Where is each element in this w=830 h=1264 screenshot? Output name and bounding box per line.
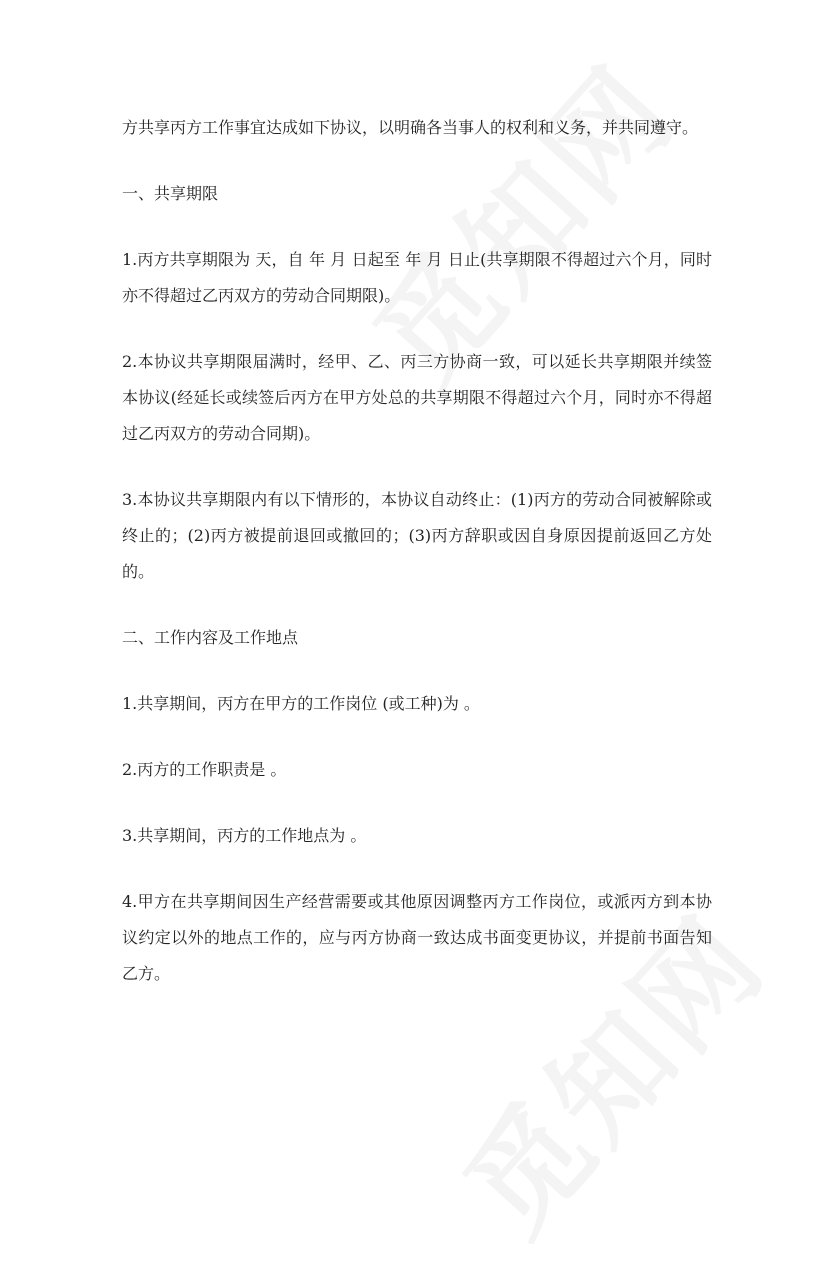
intro-paragraph: 方共享丙方工作事宜达成如下协议，以明确各当事人的权利和义务，并共同遵守。 [122,118,699,137]
clause-work-2: 2.丙方的工作职责是 。 [122,760,287,779]
document-body [122,110,712,1022]
clause-term-2: 2.本协议共享期限届满时，经甲、乙、丙三方协商一致，可以延长共享期限并续签本协议(经延长或续签后丙方在甲方处总的共享期限不得超过六个月，同时亦不得超过乙丙双方的劳动合同期)。 [122,352,712,443]
clause-work-3: 3.共享期间，丙方的工作地点为 。 [122,826,367,845]
clause-term-3: 3.本协议共享期限内有以下情形的，本协议自动终止：(1)丙方的劳动合同被解除或终止的；(2)丙方被提前退回或撤回的；(3)丙方辞职或因自身原因提前返回乙方处的。 [122,490,712,581]
clause-work-4: 4.甲方在共享期间因生产经营需要或其他原因调整丙方工作岗位，或派丙方到本协议约定以外的地点工作的，应与丙方协商一致达成书面变更协议，并提前书面告知乙方。 [122,892,712,983]
section-heading-work: 二、工作内容及工作地点 [122,628,299,647]
clause-term-1: 1.丙方共享期限为 天，自 年 月 日起至 年 月 日止(共享期限不得超过六个月，同时亦不得超过乙丙双方的劳动合同期限)。 [122,250,712,305]
section-heading-term: 一、共享期限 [122,184,219,203]
clause-work-1: 1.共享期间，丙方在甲方的工作岗位 (或工种)为 。 [122,694,480,713]
